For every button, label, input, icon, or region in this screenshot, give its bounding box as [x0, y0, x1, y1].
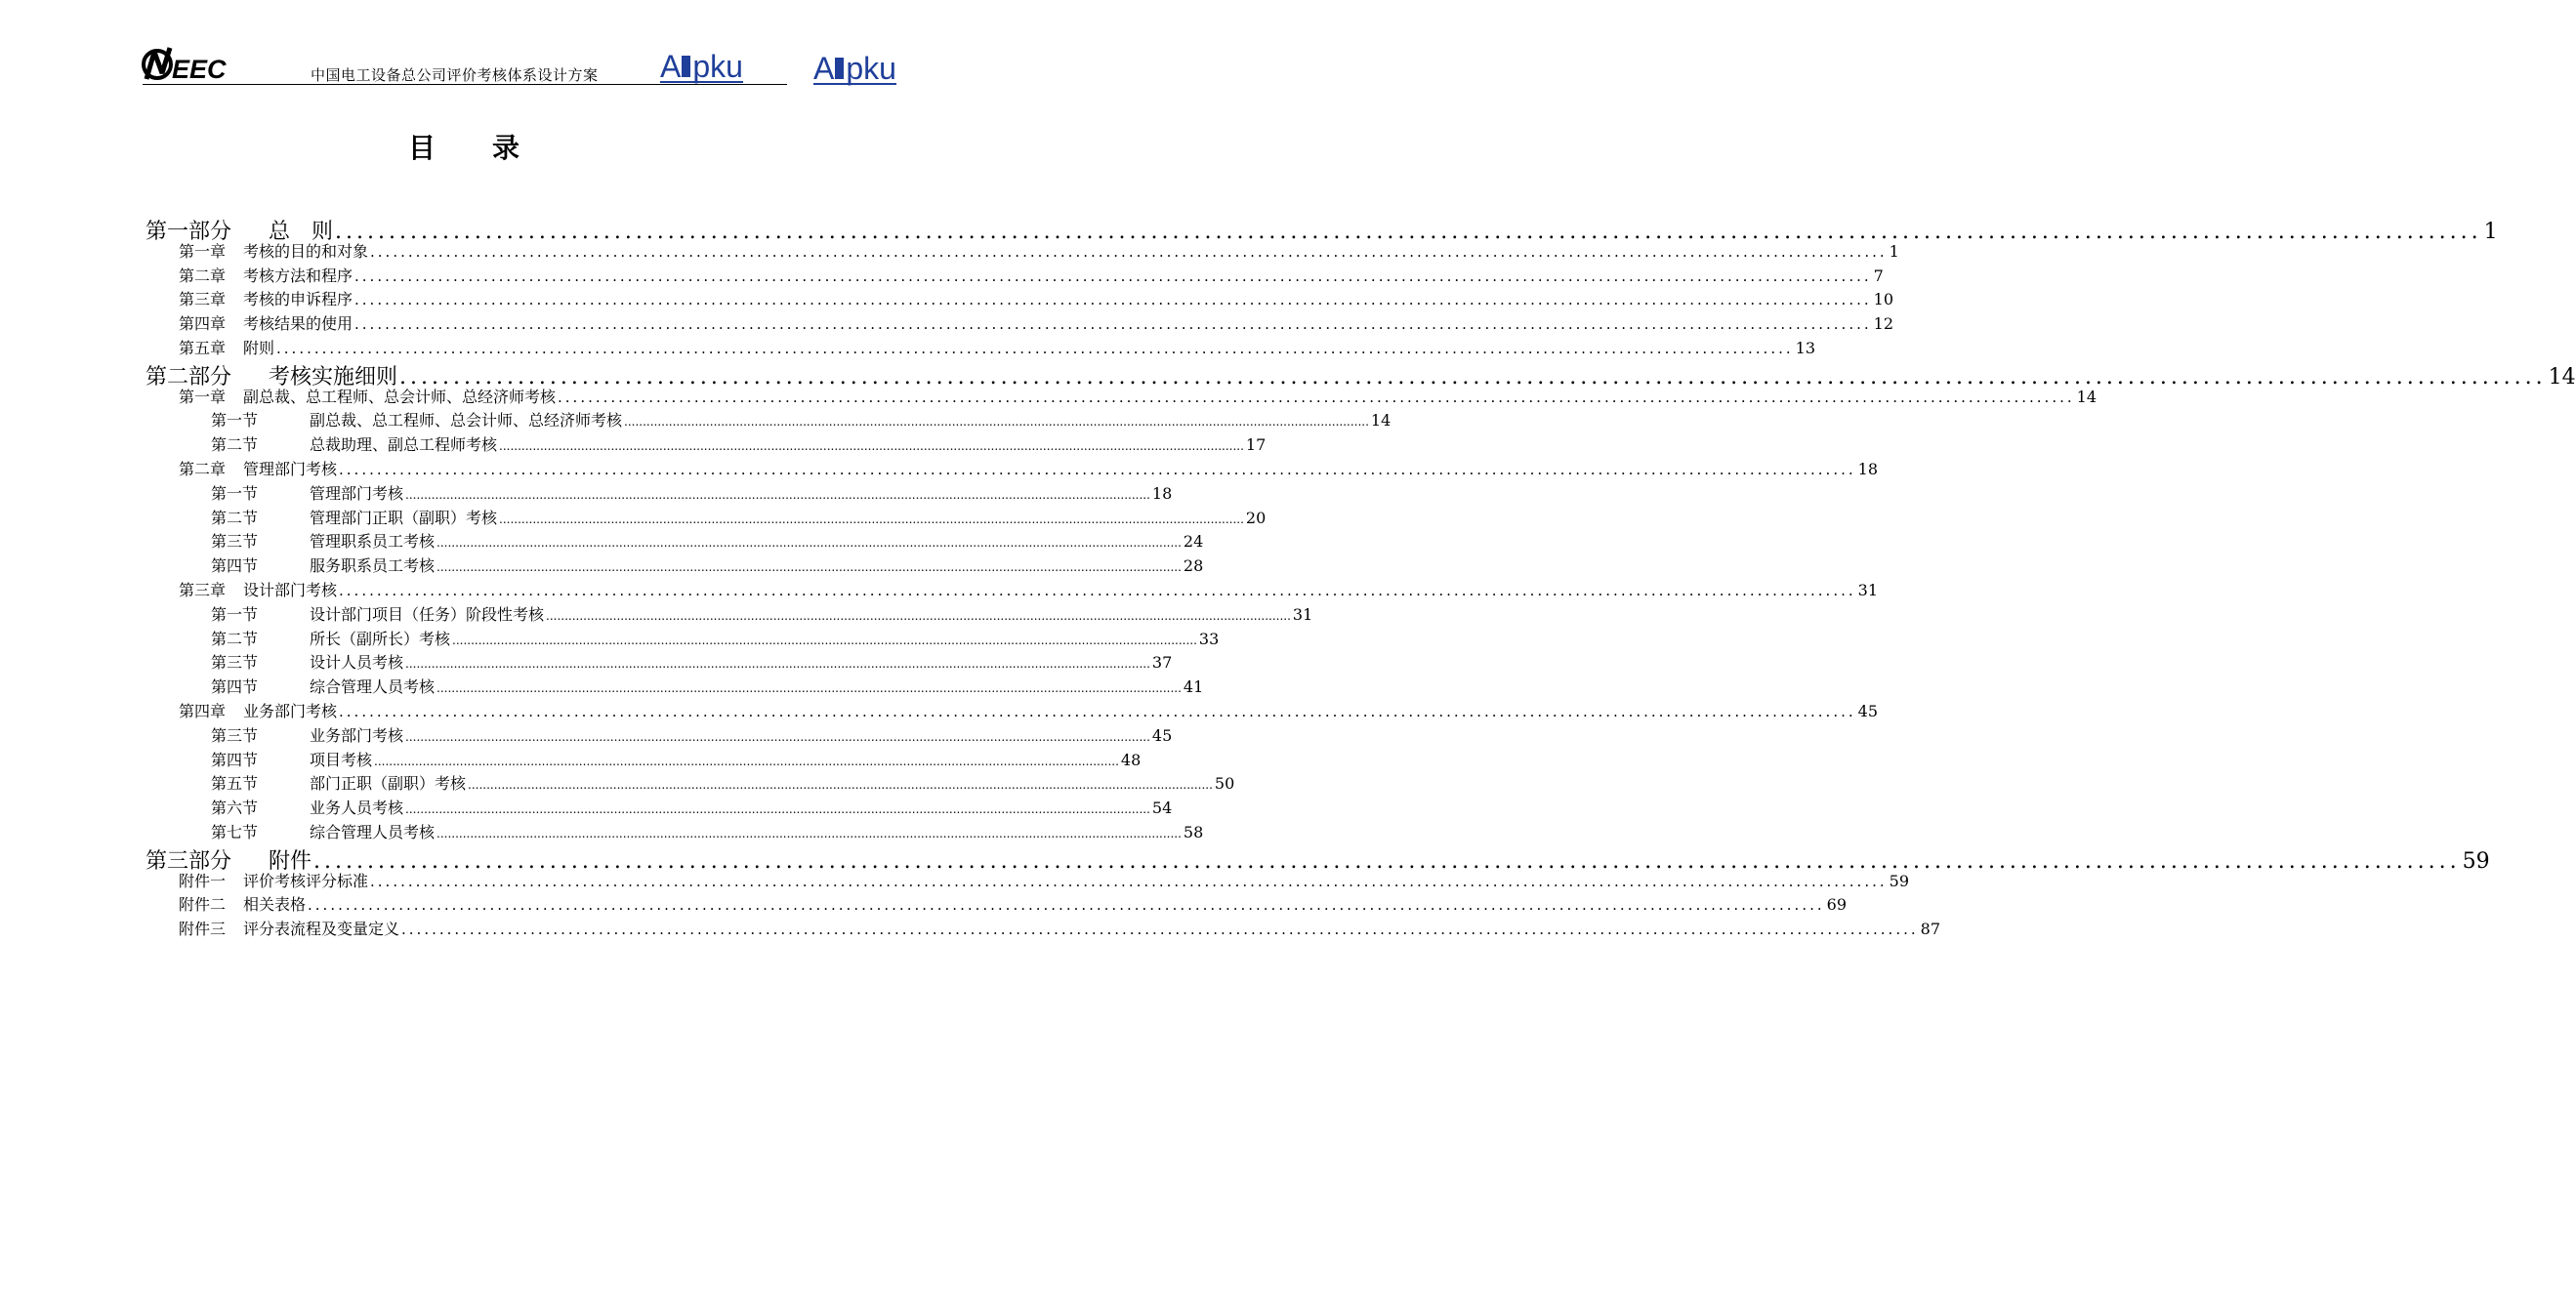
toc-entry-label: [179, 287, 353, 309]
toc-entry-title: 设计部门考核: [243, 581, 338, 599]
toc-entry-title: 项目考核: [310, 750, 373, 769]
toc-entry-level3[interactable]: [211, 529, 1204, 552]
toc-entry-label: [179, 869, 368, 891]
toc-entry-title: 考核的申诉程序: [243, 290, 353, 309]
toc-entry-title: 副总裁、总工程师、总会计师、总经济师考核: [310, 411, 623, 430]
toc-entry-level3[interactable]: [211, 723, 1173, 746]
toc-entry-number: 第二节: [211, 629, 259, 648]
toc-entry-label: [211, 506, 497, 528]
toc-entry-number: 第七节: [211, 823, 259, 841]
cneec-logo: [141, 44, 229, 85]
toc-entry-title: 相关表格: [243, 895, 307, 915]
toc-entry-level3[interactable]: [211, 748, 1142, 770]
toc-entry-title: 部门正职（副职）考核: [310, 774, 467, 794]
toc-leader-dots: ........................................................................................................................................................................................................: [339, 461, 1856, 478]
toc-entry-level3[interactable]: [211, 771, 1235, 794]
toc-entry-number: 第一节: [211, 411, 259, 430]
toc-entry-title: 综合管理人员考核: [310, 677, 436, 697]
toc-leader-dots: ........................................................................................................................................................................................................: [339, 582, 1856, 599]
toc-entry-title: 附则: [243, 339, 275, 357]
toc-entry-label: [211, 820, 435, 842]
toc-entry-level2[interactable]: [179, 336, 1815, 358]
toc-entry-number: 第二节: [211, 435, 259, 455]
toc-entry-title: 考核的目的和对象: [243, 241, 369, 261]
toc-entry-title: 设计人员考核: [310, 653, 404, 673]
svg-text:EEC: EEC: [172, 55, 227, 84]
toc-entry-label: [211, 408, 622, 430]
toc-entry-number: 第一部分: [145, 220, 232, 244]
toc-entry-label: [179, 457, 337, 479]
toc-entry-page: 69: [1826, 895, 1847, 915]
toc-entry-number: 第四节: [211, 750, 259, 769]
toc-leader-dots: ........................................................................................................................................................................................................: [436, 536, 1182, 551]
toc-entry-page: 10: [1873, 290, 1893, 309]
toc-entry-page: 28: [1183, 556, 1204, 576]
toc-leader-dots: ........................................................................................................................................................................................................: [354, 266, 1872, 285]
toc-entry-page: 7: [1873, 266, 1884, 285]
toc-entry-page: 33: [1198, 629, 1220, 648]
toc-entry-number: 第三部分: [145, 848, 232, 874]
toc-entry-page: 31: [1292, 604, 1313, 624]
toc-leader-dots: ........................................................................................................................................................................................................: [276, 340, 1794, 357]
toc-leader-dots: ........................................................................................................................................................................................................: [499, 439, 1244, 454]
toc-entry-title: 考核方法和程序: [243, 266, 353, 285]
toc-entry-number: 第四节: [211, 556, 259, 576]
toc-entry-title: 业务部门考核: [310, 725, 404, 745]
toc-entry-level2[interactable]: [179, 311, 1893, 334]
toc-leader-dots: ........................................................................................................................................................................................................: [374, 754, 1119, 768]
toc-heading-part1: 目: [407, 132, 436, 164]
toc-entry-level3[interactable]: [211, 675, 1204, 697]
toc-leader-dots: ........................................................................................................................................................................................................: [313, 848, 2461, 874]
toc-entry-level2[interactable]: [179, 917, 1940, 939]
toc-entry-title: 考核实施细则: [269, 364, 398, 390]
toc-entry-number: 附件三: [179, 920, 227, 939]
toc-entry-page: 14: [2548, 364, 2576, 390]
toc-entry-label: [211, 432, 497, 455]
toc-entry-level2[interactable]: [179, 264, 1884, 286]
toc-entry-level2[interactable]: [179, 457, 1878, 479]
toc-entry-page: 31: [1857, 581, 1878, 599]
toc-entry-page: 20: [1245, 508, 1267, 527]
toc-entry-title: 管理部门考核: [310, 483, 404, 503]
toc-entry-page: 14: [2076, 387, 2097, 406]
toc-heading: [0, 127, 928, 166]
toc-entry-number: 第六节: [211, 799, 259, 818]
toc-entry-title: 设计部门项目（任务）阶段性考核: [310, 604, 545, 624]
toc-entry-page: 37: [1151, 653, 1173, 673]
toc-entry-label: [211, 529, 435, 552]
toc-entry-level2[interactable]: [179, 892, 1847, 915]
toc-entry-page: 24: [1183, 532, 1204, 552]
toc-entry-label: [211, 796, 403, 818]
toc-leader-dots: ........................................................................................................................................................................................................: [401, 921, 1919, 939]
toc-entry-title: 评分表流程及变量定义: [243, 920, 400, 939]
toc-entry-level2[interactable]: [179, 385, 2097, 407]
toc-leader-dots: ........................................................................................................................................................................................................: [558, 388, 2075, 406]
toc-entry-number: 第一章: [179, 241, 227, 261]
toc-leader-dots: ........................................................................................................................................................................................................: [405, 729, 1150, 744]
toc-entry-title: 总裁助理、副总工程师考核: [310, 435, 498, 455]
toc-entry-page: 58: [1183, 823, 1204, 841]
toc-entry-page: 18: [1151, 483, 1173, 503]
toc-entry-label: [179, 239, 368, 262]
toc-entry-level3[interactable]: [211, 432, 1267, 455]
toc-leader-dots: ........................................................................................................................................................................................................: [370, 242, 1888, 261]
toc-entry-page: 14: [1370, 411, 1392, 430]
toc-entry-title: 所长（副所长）考核: [310, 629, 451, 648]
toc-entry-level3[interactable]: [211, 820, 1204, 842]
toc-entry-number: 附件二: [179, 895, 227, 915]
toc-entry-label: [179, 385, 556, 407]
toc-entry-number: 第三节: [211, 725, 259, 745]
toc-entry-number: 第三节: [211, 532, 259, 552]
toc-entry-title: 服务职系员工考核: [310, 556, 436, 576]
toc-leader-dots: ........................................................................................................................................................................................................: [399, 364, 2547, 390]
toc-entry-page: 17: [1245, 435, 1267, 455]
toc-entry-title: 管理职系员工考核: [310, 532, 436, 552]
toc-entry-label: [211, 554, 435, 576]
toc-entry-title: 副总裁、总工程师、总会计师、总经济师考核: [243, 387, 557, 406]
toc-entry-label: [211, 481, 403, 504]
toc-entry-level2[interactable]: [179, 869, 1909, 891]
toc-entry-label: [179, 917, 399, 939]
toc-entry-page: 13: [1795, 339, 1815, 357]
toc-entry-level2[interactable]: [179, 239, 1899, 262]
toc-entry-level3[interactable]: [211, 650, 1173, 673]
toc-entry-title: 业务部门考核: [243, 702, 338, 720]
toc-entry-number: 第一节: [211, 483, 259, 503]
toc-entry-label: [179, 699, 337, 721]
toc-entry-number: 第一节: [211, 604, 259, 624]
toc-entry-number: 第二节: [211, 508, 259, 527]
toc-entry-level3[interactable]: [211, 627, 1220, 649]
toc-entry-number: 第二章: [179, 460, 227, 478]
toc-entry-label: [179, 336, 274, 358]
toc-entry-label: [211, 627, 450, 649]
toc-leader-dots: ........................................................................................................................................................................................................: [354, 315, 1872, 334]
toc-leader-dots: ........................................................................................................................................................................................................: [405, 802, 1150, 817]
toc-leader-dots: ........................................................................................................................................................................................................: [354, 291, 1872, 309]
toc-entry-title: 附件: [269, 848, 312, 874]
toc-leader-dots: ........................................................................................................................................................................................................: [452, 633, 1197, 647]
toc-entry-page: 45: [1857, 702, 1878, 720]
toc-entry-number: 第三章: [179, 290, 227, 309]
toc-leader-dots: ........................................................................................................................................................................................................: [370, 872, 1888, 890]
toc-entry-title: 总 则: [269, 220, 334, 244]
toc-leader-dots: ........................................................................................................................................................................................................: [308, 896, 1825, 915]
toc-entry-label: [179, 578, 337, 600]
toc-leader-dots: ........................................................................................................................................................................................................: [335, 220, 2482, 244]
toc-leader-dots: ........................................................................................................................................................................................................: [624, 415, 1369, 430]
toc-leader-dots: ........................................................................................................................................................................................................: [436, 827, 1182, 840]
toc-entry-label: [211, 723, 403, 746]
toc-entry-level3[interactable]: [211, 602, 1313, 625]
alpku-logo: A pku: [660, 49, 743, 84]
toc-entry-level3[interactable]: [211, 481, 1173, 504]
toc-entry-title: 管理部门正职（副职）考核: [310, 508, 498, 527]
toc-entry-title: 评价考核评分标准: [243, 871, 369, 890]
toc-entry-number: 第二部分: [145, 364, 232, 390]
toc-leader-dots: ........................................................................................................................................................................................................: [468, 778, 1213, 793]
toc-entry-number: 第二章: [179, 266, 227, 285]
toc-entry-label: [211, 748, 372, 770]
toc-entry-page: 18: [1857, 460, 1878, 478]
toc-entry-number: 附件一: [179, 871, 227, 890]
toc-entry-page: 1: [2483, 220, 2498, 244]
toc-entry-label: [211, 675, 435, 697]
toc-entry-number: 第五章: [179, 339, 227, 357]
toc-entry-page: 12: [1873, 314, 1893, 334]
toc-entry-page: 87: [1920, 920, 1940, 939]
toc-entry-label: [211, 771, 466, 794]
toc-leader-dots: ........................................................................................................................................................................................................: [436, 560, 1182, 575]
alpku-logo-secondary: A pku: [813, 51, 896, 86]
toc-leader-dots: ........................................................................................................................................................................................................: [405, 657, 1150, 672]
toc-entry-level2[interactable]: [179, 699, 1878, 721]
toc-entry-level3[interactable]: [211, 506, 1267, 528]
toc-entry-page: 59: [1889, 871, 1909, 890]
toc-entry-level2[interactable]: [179, 287, 1893, 309]
toc-entry-page: 54: [1151, 799, 1173, 818]
toc-leader-dots: ........................................................................................................................................................................................................: [405, 487, 1150, 502]
toc-entry-title: 考核结果的使用: [243, 314, 353, 334]
toc-entry-number: 第一章: [179, 387, 227, 406]
toc-entry-page: 48: [1120, 750, 1142, 769]
toc-entry-title: 综合管理人员考核: [310, 823, 436, 841]
toc-entry-level3[interactable]: [211, 796, 1173, 818]
toc-entry-page: 59: [2462, 848, 2490, 874]
toc-entry-level3[interactable]: [211, 408, 1392, 430]
toc-entry-number: 第四章: [179, 702, 227, 720]
toc-leader-dots: ........................................................................................................................................................................................................: [546, 608, 1291, 623]
toc-entry-level3[interactable]: [211, 554, 1204, 576]
toc-entry-page: 45: [1151, 725, 1173, 745]
toc-entry-page: 50: [1214, 774, 1235, 794]
toc-leader-dots: ........................................................................................................................................................................................................: [499, 512, 1244, 526]
toc-leader-dots: ........................................................................................................................................................................................................: [339, 703, 1856, 720]
toc-entry-number: 第三章: [179, 581, 227, 599]
toc-entry-label: [211, 650, 403, 673]
toc-entry-page: 1: [1889, 241, 1899, 261]
toc-entry-level2[interactable]: [179, 578, 1878, 600]
document-header-title: 中国电工设备总公司评价考核体系设计方案: [311, 66, 599, 84]
toc-entry-number: 第四章: [179, 314, 227, 334]
toc-entry-page: 41: [1183, 677, 1204, 697]
toc-entry-label: [179, 892, 306, 915]
page-header: [0, 0, 928, 98]
toc-entry-number: 第四节: [211, 677, 259, 697]
toc-heading-part2: 录: [492, 132, 520, 164]
toc-entry-label: [179, 264, 353, 286]
toc-entry-label: [211, 602, 544, 625]
toc-leader-dots: ........................................................................................................................................................................................................: [436, 681, 1182, 696]
toc-entry-number: 第五节: [211, 774, 259, 794]
toc-entry-title: 业务人员考核: [310, 799, 404, 818]
toc-entry-number: 第三节: [211, 653, 259, 673]
toc-entry-label: [179, 311, 353, 334]
toc-entry-title: 管理部门考核: [243, 460, 338, 478]
